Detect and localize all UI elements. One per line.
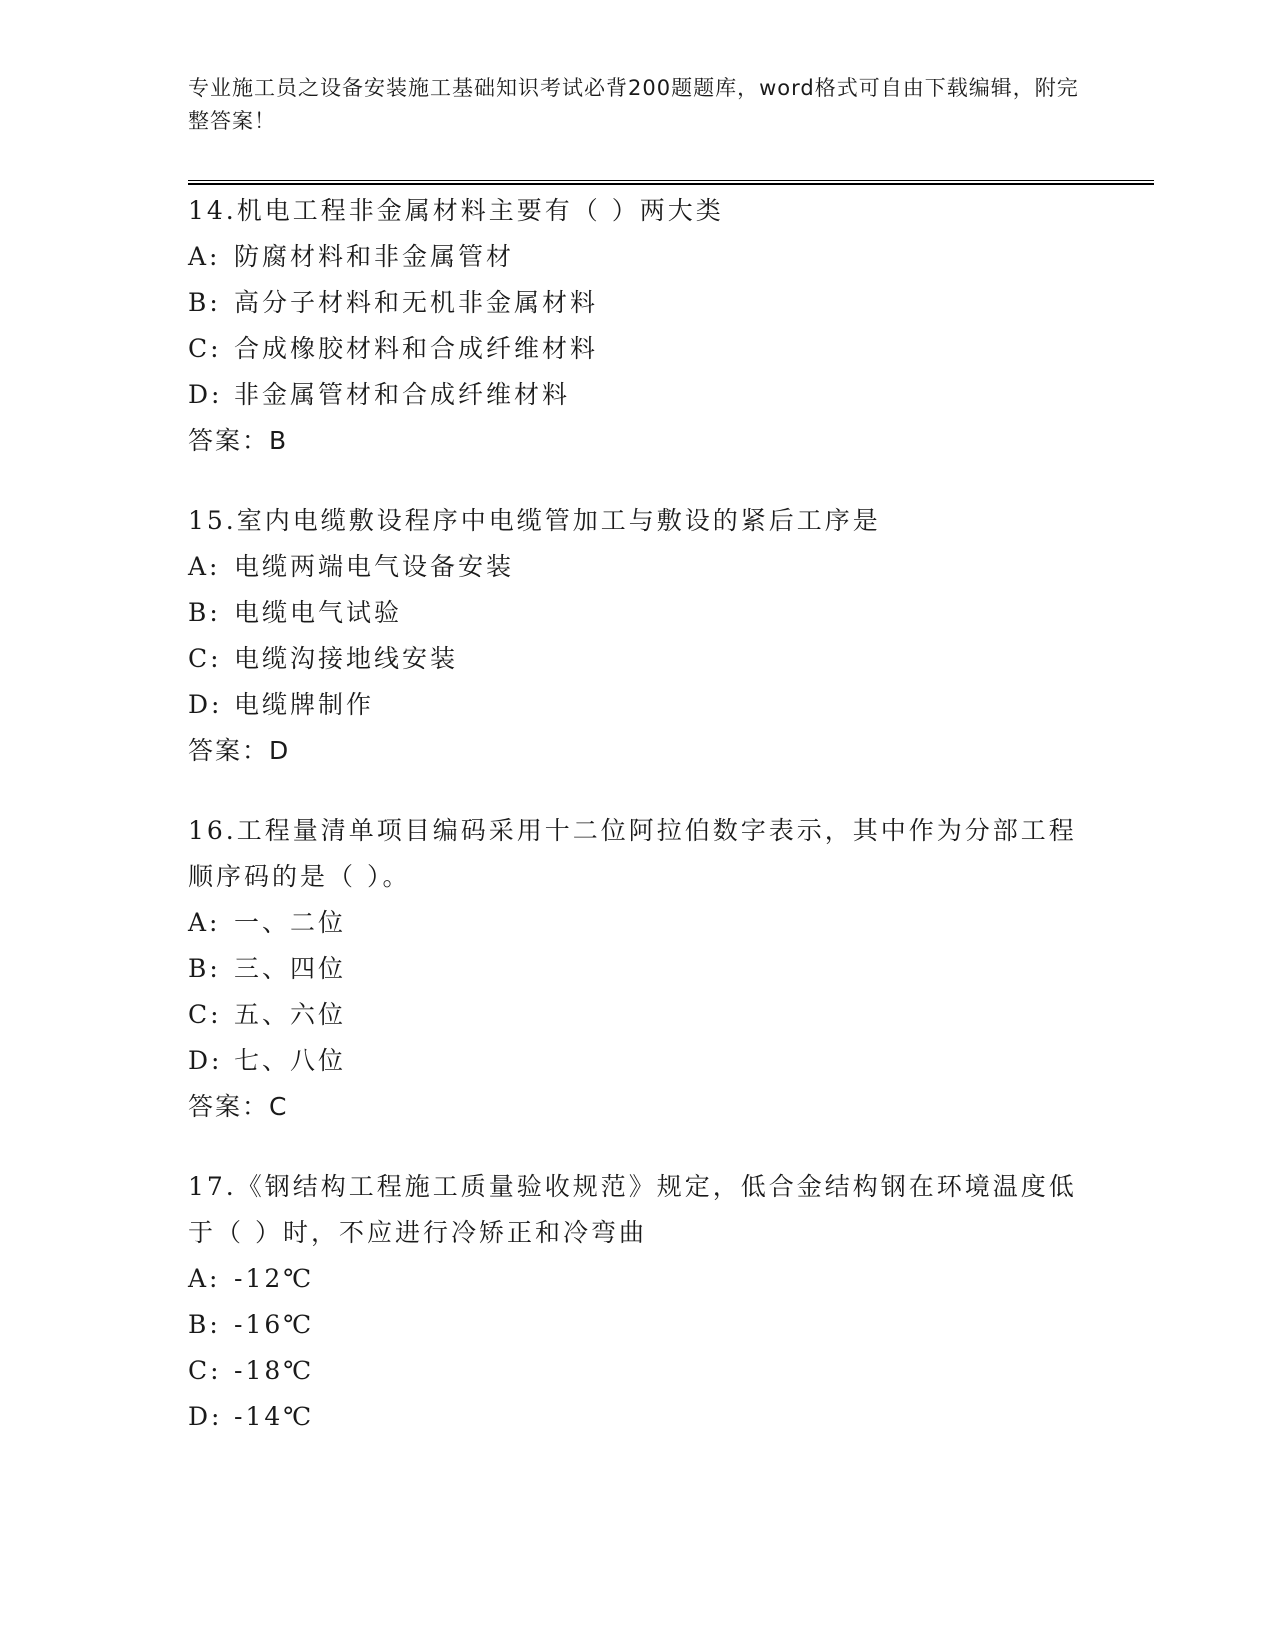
option-letter: D: [188, 690, 223, 719]
option-text: 七、八位 [234, 1046, 347, 1075]
option-d [188, 372, 1088, 418]
option-text: 一、二位 [234, 908, 347, 937]
option-letter: A: [188, 908, 221, 937]
option-letter: A: [188, 552, 221, 581]
option-d [188, 682, 1088, 728]
option-letter: C: [188, 644, 222, 673]
question-15 [188, 498, 1088, 774]
question-17 [188, 1164, 1088, 1440]
question-14 [188, 188, 1088, 464]
option-text: 三、四位 [234, 954, 347, 983]
question-title: 14.机电工程非金属材料主要有（ ）两大类 [188, 196, 724, 225]
option-text: -18℃ [234, 1356, 315, 1385]
option-b [188, 590, 1088, 636]
option-b [188, 280, 1088, 326]
question-title: 17.《钢结构工程施工质量验收规范》规定，低合金结构钢在环境温度低于（ ）时，不应进行冷矫正和冷弯曲 [188, 1172, 1077, 1247]
option-c [188, 992, 1088, 1038]
option-text: 高分子材料和无机非金属材料 [234, 288, 599, 317]
option-text: 电缆电气试验 [234, 598, 403, 627]
answer-line: 答案：C [188, 1092, 289, 1121]
option-text: 合成橡胶材料和合成纤维材料 [234, 334, 599, 363]
option-text: 电缆牌制作 [234, 690, 375, 719]
option-d [188, 1038, 1088, 1084]
option-d [188, 1394, 1088, 1440]
header-divider-thick [188, 183, 1154, 185]
question-title: 16.工程量清单项目编码采用十二位阿拉伯数字表示，其中作为分部工程顺序码的是（ ）。 [188, 816, 1077, 891]
option-letter: A: [188, 1264, 221, 1293]
option-text: -12℃ [234, 1264, 315, 1293]
option-b [188, 946, 1088, 992]
option-letter: D: [188, 1402, 223, 1431]
option-letter: B: [188, 288, 221, 317]
header-divider-thin [188, 180, 1154, 181]
answer-line: 答案：D [188, 736, 291, 765]
option-a [188, 900, 1088, 946]
question-list [188, 188, 1088, 1474]
option-c [188, 326, 1088, 372]
option-a [188, 234, 1088, 280]
option-a [188, 544, 1088, 590]
option-letter: C: [188, 334, 222, 363]
option-text: 非金属管材和合成纤维材料 [234, 380, 571, 409]
question-16 [188, 808, 1088, 1130]
option-c [188, 1348, 1088, 1394]
document-header: 专业施工员之设备安装施工基础知识考试必背200题题库，word格式可自由下载编辑，附完整答案！ [188, 76, 1079, 133]
option-letter: D: [188, 1046, 223, 1075]
option-text: 电缆沟接地线安装 [234, 644, 459, 673]
option-c [188, 636, 1088, 682]
option-letter: C: [188, 1000, 222, 1029]
option-a [188, 1256, 1088, 1302]
option-text: 电缆两端电气设备安装 [234, 552, 515, 581]
option-text: 防腐材料和非金属管材 [234, 242, 515, 271]
option-b [188, 1302, 1088, 1348]
option-letter: A: [188, 242, 221, 271]
option-letter: B: [188, 598, 221, 627]
question-title: 15.室内电缆敷设程序中电缆管加工与敷设的紧后工序是 [188, 506, 881, 535]
option-letter: C: [188, 1356, 222, 1385]
option-text: 五、六位 [234, 1000, 347, 1029]
option-text: -16℃ [234, 1310, 315, 1339]
option-letter: B: [188, 954, 221, 983]
option-letter: B: [188, 1310, 221, 1339]
option-text: -14℃ [234, 1402, 315, 1431]
option-letter: D: [188, 380, 223, 409]
answer-line: 答案：B [188, 426, 289, 455]
